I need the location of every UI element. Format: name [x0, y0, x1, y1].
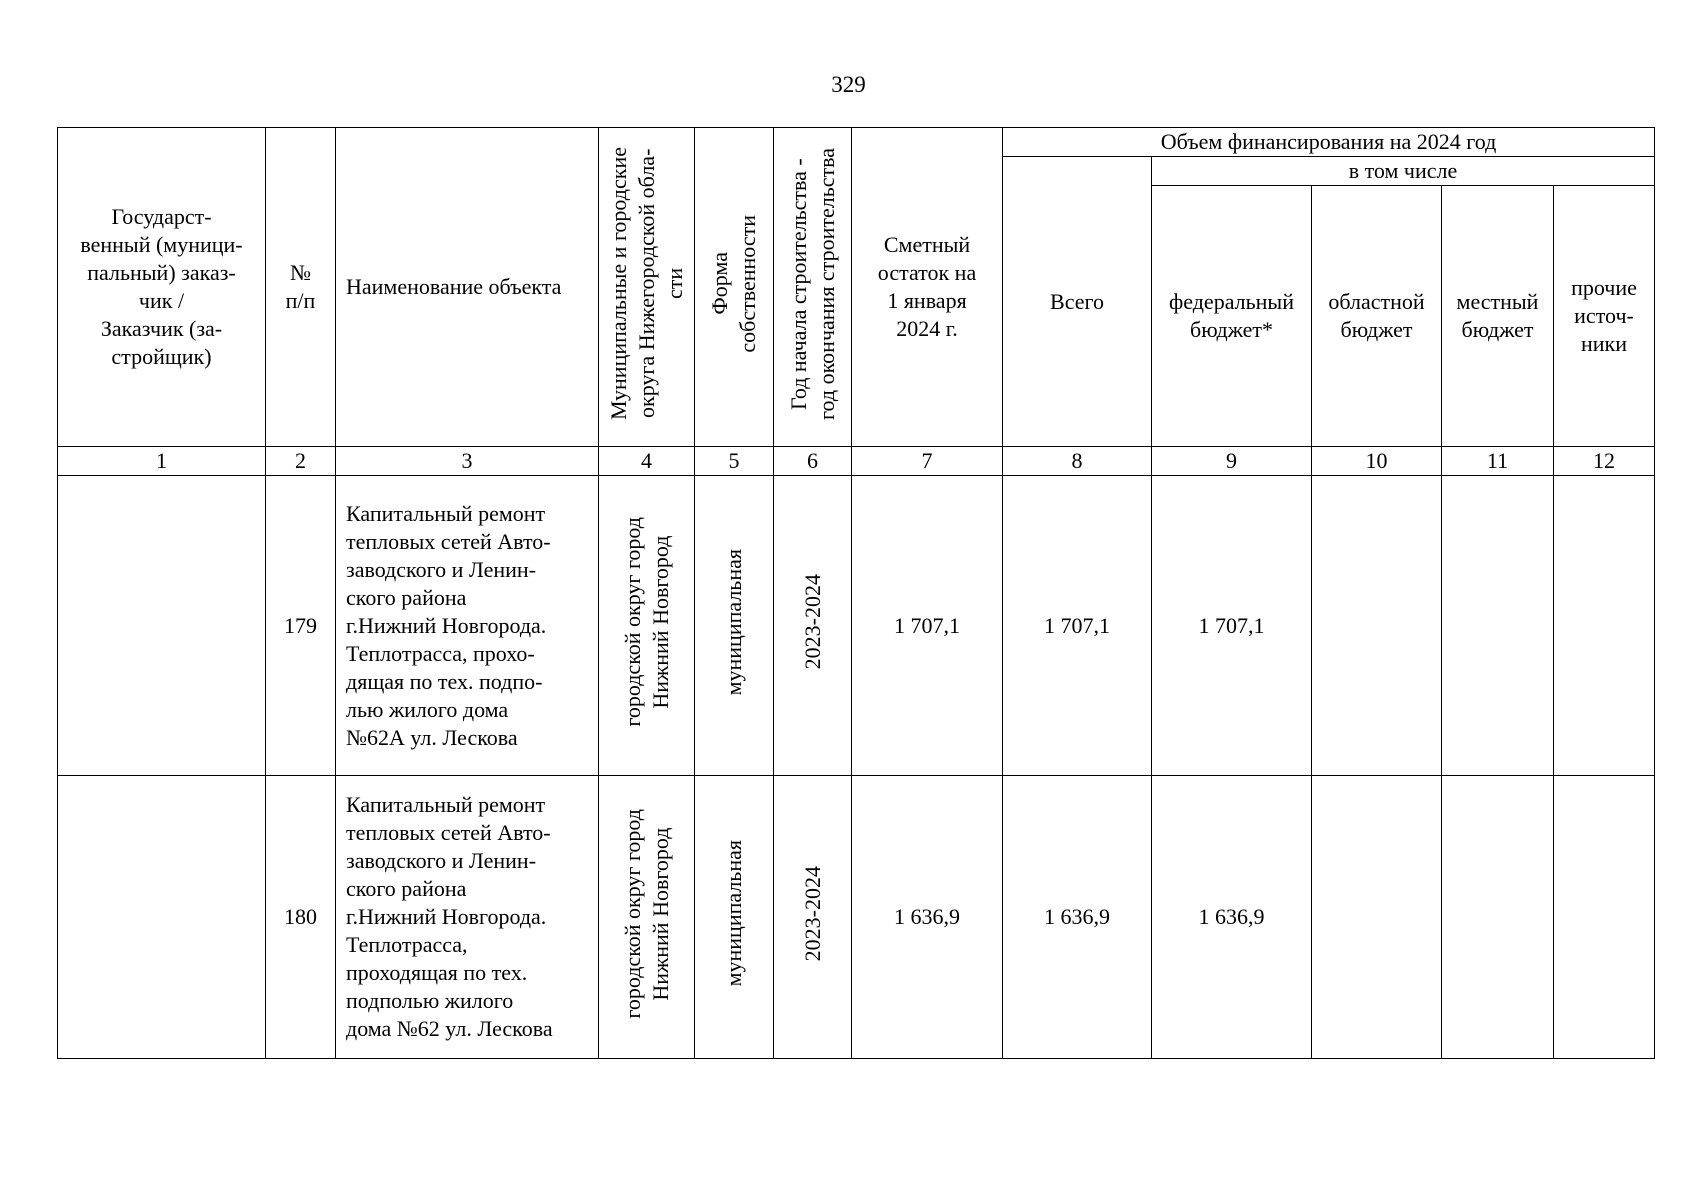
cell-other-sources [1554, 476, 1655, 776]
cell-district [599, 776, 695, 1059]
column-number-row [58, 447, 1655, 476]
header-years-text: Год начала строительства - год окончания строительства [785, 147, 839, 420]
header-customer: Государст- венный (муници- пальный) заказ- чик / Заказчик (за- стройщик) [58, 128, 266, 447]
cell-other-sources [1554, 776, 1655, 1059]
cell-regional-budget [1312, 776, 1442, 1059]
header-regional-budget: областной бюджет [1312, 186, 1442, 447]
page-number: 329 [831, 72, 866, 97]
cell-total: 1 636,9 [1003, 776, 1152, 1059]
cell-years-text: 2023-2024 [799, 865, 825, 962]
column-number: 11 [1442, 447, 1554, 476]
cell-ownership-text: муниципальная [721, 840, 746, 987]
financing-table [57, 127, 1655, 1059]
column-number: 8 [1003, 447, 1152, 476]
column-number: 7 [852, 447, 1003, 476]
header-including-group: в том числе [1152, 157, 1655, 186]
table-row [58, 476, 1655, 776]
cell-regional-budget [1312, 476, 1442, 776]
cell-customer [58, 776, 266, 1059]
header-district-text: Муниципальные и городские округа Нижегородской обла- сти [605, 147, 687, 420]
cell-local-budget [1442, 776, 1554, 1059]
header-years [774, 128, 852, 447]
header-local-budget: местный бюджет [1442, 186, 1554, 447]
column-number: 5 [695, 447, 774, 476]
column-number: 1 [58, 447, 266, 476]
column-number: 9 [1152, 447, 1312, 476]
cell-district [599, 476, 695, 776]
cell-ownership [695, 476, 774, 776]
header-object-name: Наименование объекта [336, 128, 599, 447]
cell-years-text: 2023-2024 [799, 574, 825, 670]
table-row [58, 776, 1655, 1059]
header-estimated-balance: Сметный остаток на 1 января 2024 г. [852, 128, 1003, 447]
column-number: 3 [336, 447, 599, 476]
cell-district-text: городской округ город Нижний Новгород [619, 808, 673, 1019]
header-ownership [695, 128, 774, 447]
header-other-sources: прочие источ- ники [1554, 186, 1655, 447]
cell-item-number: 179 [266, 476, 336, 776]
cell-customer [58, 476, 266, 776]
cell-object-name: Капитальный ремонт тепловых сетей Авто- заводского и Ленин- ского района г.Нижний Новгорода. Теплотрасса, проходящая по тех. подполью жилого дома №62 ул. Лескова [336, 776, 599, 1059]
cell-ownership [695, 776, 774, 1059]
header-item-number: № п/п [266, 128, 336, 447]
cell-federal-budget: 1 636,9 [1152, 776, 1312, 1059]
cell-estimated-balance: 1 707,1 [852, 476, 1003, 776]
header-funding-group: Объем финансирования на 2024 год [1003, 128, 1655, 157]
cell-object-name: Капитальный ремонт тепловых сетей Авто- заводского и Ленин- ского района г.Нижний Новгорода. Теплотрасса, прохо- дящая по тех. подпо- лью жилого дома №62А ул. Лескова [336, 476, 599, 776]
cell-estimated-balance: 1 636,9 [852, 776, 1003, 1059]
column-number: 6 [774, 447, 852, 476]
header-federal-budget: федеральный бюджет* [1152, 186, 1312, 447]
cell-district-text: городской округ город Нижний Новгород [619, 517, 673, 727]
column-number: 2 [266, 447, 336, 476]
cell-total: 1 707,1 [1003, 476, 1152, 776]
header-district [599, 128, 695, 447]
header-ownership-text: Форма собственности [707, 214, 760, 353]
column-number: 4 [599, 447, 695, 476]
cell-item-number: 180 [266, 776, 336, 1059]
cell-ownership-text: муниципальная [721, 548, 746, 696]
cell-federal-budget: 1 707,1 [1152, 476, 1312, 776]
column-number: 10 [1312, 447, 1442, 476]
header-total: Всего [1003, 157, 1152, 447]
cell-local-budget [1442, 476, 1554, 776]
cell-years [774, 776, 852, 1059]
cell-years [774, 476, 852, 776]
column-number: 12 [1554, 447, 1655, 476]
